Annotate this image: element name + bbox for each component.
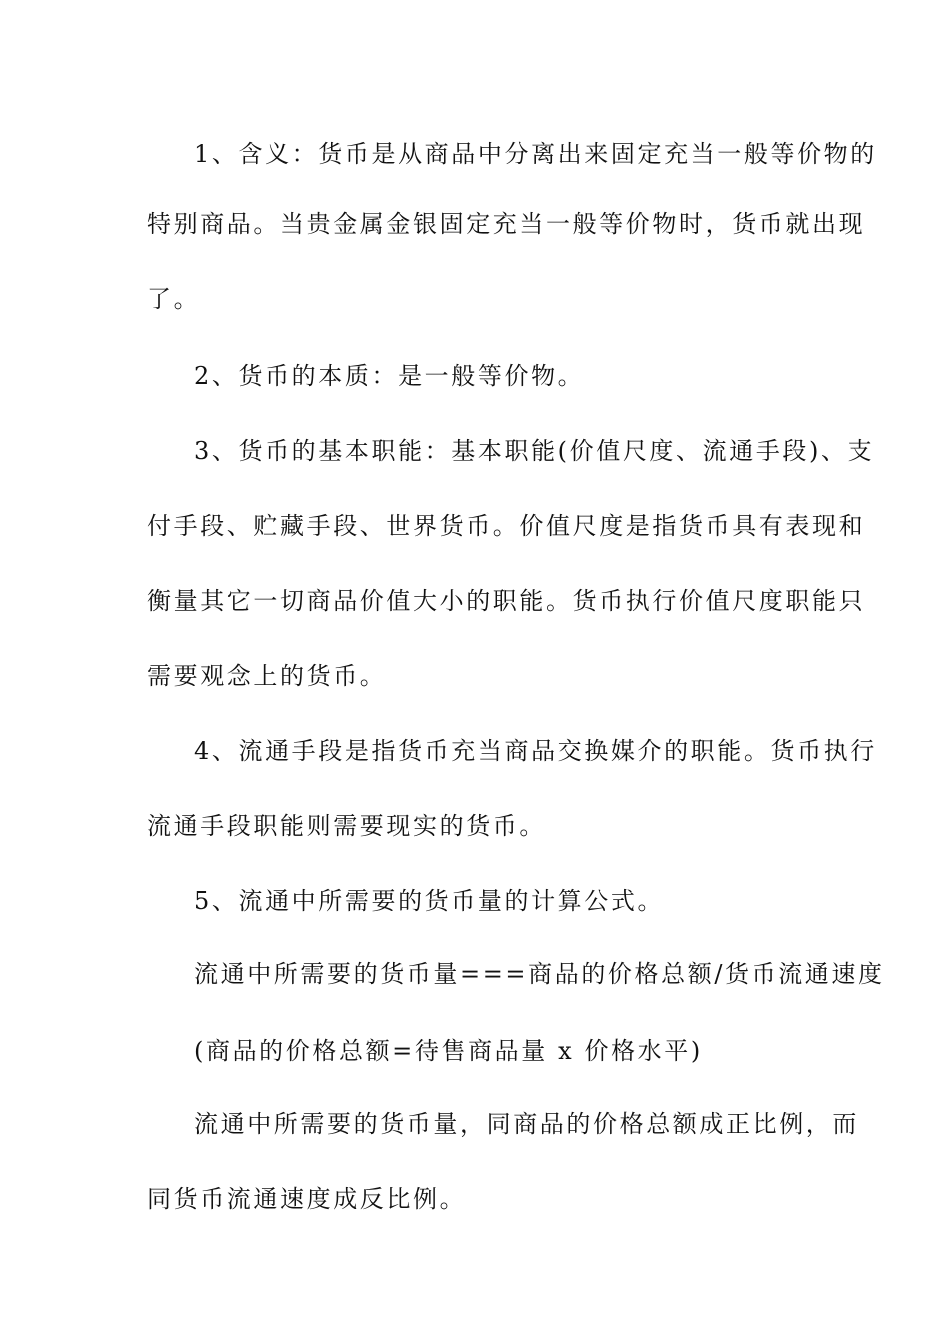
formula-line: 流通中所需要的货币量===商品的价格总额/货币流通速度 (194, 960, 885, 988)
paragraph-1-line-1: 1、含义：货币是从商品中分离出来固定充当一般等价物的 (194, 140, 877, 168)
paragraph-4-line-1: 4、流通手段是指货币充当商品交换媒介的职能。货币执行 (194, 737, 877, 765)
paragraph-3-line-1: 3、货币的基本职能：基本职能(价值尺度、流通手段)、支 (194, 437, 875, 465)
paragraph-5-line-1: 5、流通中所需要的货币量的计算公式。 (194, 887, 665, 915)
paragraph-4-line-2: 流通手段职能则需要现实的货币。 (147, 812, 546, 840)
paragraph-1-line-2: 特别商品。当贵金属金银固定充当一般等价物时，货币就出现 (147, 210, 866, 238)
paragraph-3-line-2: 付手段、贮藏手段、世界货币。价值尺度是指货币具有表现和 (147, 512, 866, 540)
paragraph-2-line-1: 2、货币的本质：是一般等价物。 (194, 362, 585, 390)
paragraph-6-line-2: 同货币流通速度成反比例。 (147, 1185, 467, 1213)
formula-note-line: (商品的价格总额=待售商品量 x 价格水平) (194, 1037, 703, 1065)
paragraph-1-line-3: 了。 (147, 285, 201, 313)
paragraph-6-line-1: 流通中所需要的货币量，同商品的价格总额成正比例，而 (194, 1110, 859, 1138)
paragraph-3-line-3: 衡量其它一切商品价值大小的职能。货币执行价值尺度职能只 (147, 587, 866, 615)
paragraph-3-line-4: 需要观念上的货币。 (147, 662, 387, 690)
